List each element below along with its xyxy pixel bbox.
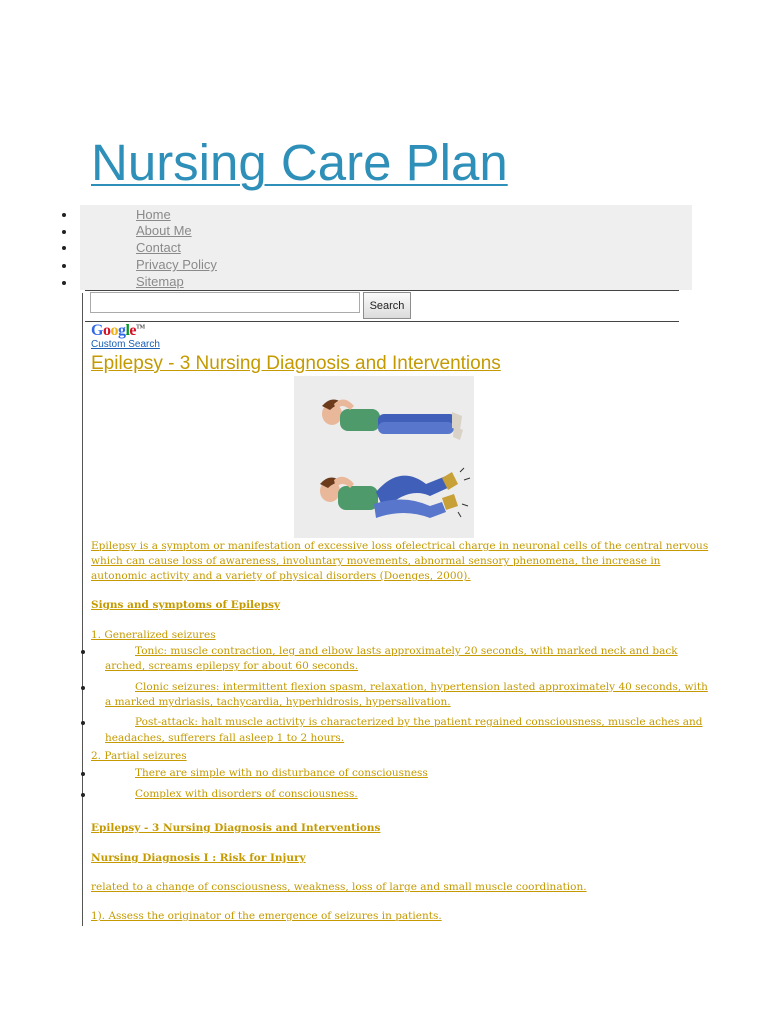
post-attack-item-line-1[interactable]: Post-attack: halt muscle activity is characterized by the patient regained consciousness, muscle aches and bbox=[135, 716, 703, 728]
list-marker-line bbox=[82, 643, 83, 676]
content-left-border bbox=[82, 293, 83, 926]
bullet-icon bbox=[81, 772, 85, 776]
partial-item-simple[interactable]: There are simple with no disturbance of consciousness bbox=[135, 767, 428, 779]
bullet-icon bbox=[81, 686, 85, 690]
bullet-icon bbox=[81, 650, 85, 654]
generalized-heading[interactable]: 1. Generalized seizures bbox=[91, 629, 216, 641]
intro-line-3[interactable]: autonomic activity and a variety of physical disorders (Doenges, 2000). bbox=[91, 570, 471, 582]
nav-link-privacy[interactable]: Privacy Policy bbox=[136, 257, 217, 272]
nav-link-about[interactable]: About Me bbox=[136, 223, 192, 238]
tonic-item-line-2[interactable]: arched, screams epilepsy for about 60 seconds. bbox=[105, 660, 359, 672]
custom-search-link[interactable]: Custom Search bbox=[91, 339, 160, 350]
clonic-item-line-1[interactable]: Clonic seizures: intermittent flexion spasm, relaxation, hypertension lasted approximately 40 seconds, with bbox=[135, 681, 708, 693]
google-logo: Google™ bbox=[91, 322, 145, 339]
bullet-icon bbox=[62, 230, 66, 234]
related-to-text[interactable]: related to a change of consciousness, weakness, loss of large and small muscle coordination. bbox=[91, 881, 587, 893]
bullet-icon bbox=[62, 246, 66, 250]
site-title[interactable]: Nursing Care Plan bbox=[91, 134, 508, 191]
search-input[interactable] bbox=[90, 292, 360, 313]
seizure-illustration bbox=[294, 376, 474, 538]
bullet-icon bbox=[81, 793, 85, 797]
clonic-figure bbox=[320, 468, 470, 518]
bullet-icon bbox=[81, 721, 85, 725]
nav-link-sitemap[interactable]: Sitemap bbox=[136, 274, 184, 289]
tonic-item-line-1[interactable]: Tonic: muscle contraction, leg and elbow lasts approximately 20 seconds, with marked neck and back bbox=[135, 645, 678, 657]
list-marker-line bbox=[82, 679, 83, 712]
post-title[interactable]: Epilepsy - 3 Nursing Diagnosis and Interventions bbox=[91, 353, 501, 374]
search-top-rule bbox=[85, 290, 679, 291]
clonic-item-line-2[interactable]: a marked mydriasis, tachycardia, hyperhidrosis, hypersalivation. bbox=[105, 696, 451, 708]
tonic-figure bbox=[322, 399, 463, 440]
intro-line-2[interactable]: which can cause loss of awareness, involuntary movements, abnormal sensory phenomena, the increase in bbox=[91, 555, 661, 567]
search-bottom-rule bbox=[85, 321, 679, 322]
bullet-icon bbox=[62, 264, 66, 268]
intervention-step-1[interactable]: 1). Assess the originator of the emergence of seizures in patients. bbox=[91, 910, 442, 922]
signs-heading[interactable]: Signs and symptoms of Epilepsy bbox=[91, 599, 281, 611]
diagnosis-heading[interactable]: Nursing Diagnosis I : Risk for Injury bbox=[91, 852, 306, 864]
list-marker-line bbox=[82, 715, 83, 748]
bullet-icon bbox=[62, 213, 66, 217]
partial-heading[interactable]: 2. Partial seizures bbox=[91, 750, 187, 762]
bullet-icon bbox=[62, 281, 66, 285]
google-tm: TM bbox=[136, 324, 145, 331]
search-button[interactable]: Search bbox=[363, 292, 411, 319]
nav-link-home[interactable]: Home bbox=[136, 207, 171, 222]
post-attack-item-line-2[interactable]: headaches, sufferers fall asleep 1 to 2 hours. bbox=[105, 732, 345, 744]
seizure-illustration-svg bbox=[294, 376, 474, 538]
intro-line-1[interactable]: Epilepsy is a symptom or manifestation of excessive loss ofelectrical charge in neuronal cells of the central nervous bbox=[91, 540, 709, 552]
section-heading[interactable]: Epilepsy - 3 Nursing Diagnosis and Interventions bbox=[91, 822, 381, 834]
nav-link-contact[interactable]: Contact bbox=[136, 240, 181, 255]
partial-item-complex[interactable]: Complex with disorders of consciousness. bbox=[135, 788, 358, 800]
